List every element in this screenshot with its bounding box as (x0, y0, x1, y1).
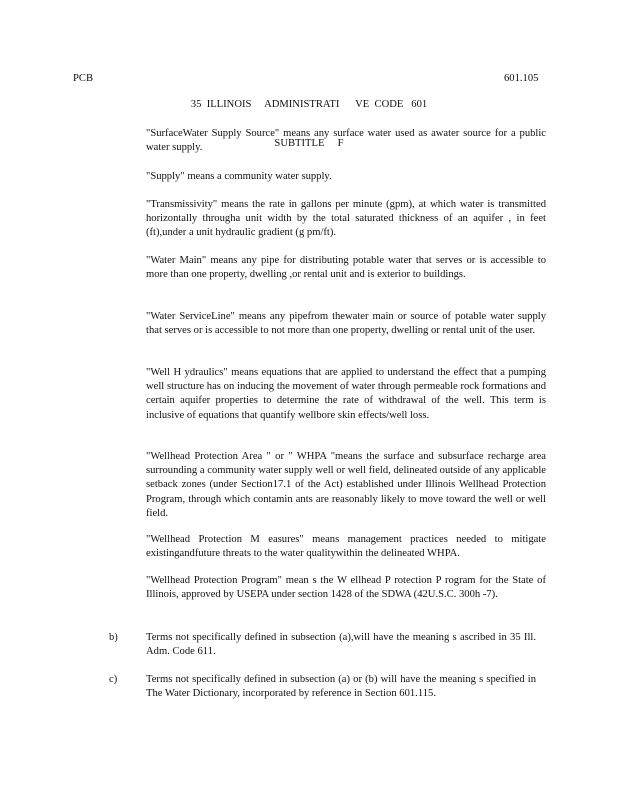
definition-surface-water-supply-source: "SurfaceWater Supply Source" means any surface water used as awater source for a public water supply. (146, 128, 546, 154)
header-agency: PCB (73, 73, 94, 84)
header-title-line2: SUBTITLE F (274, 138, 344, 149)
definition-well-hydraulics: "Well H ydraulics" means equations that are applied to understand the effect that a pumping well structure has on inducing the movement of water through permeable rock formations and certain aquifer properties to determine the rate of withdrawal of the well. This term is inclusive of equations that quantify wellbore skin effects/well loss. (146, 367, 546, 421)
definition-wellhead-protection-program: "Wellhead Protection Program" mean s the W ellhead P rotection P rogram for the State of Illinois, approved by USEPA under section 1428 of the SDWA (42U.S.C. 300h -7). (146, 575, 546, 601)
header-title-line1: 35 ILLINOIS ADMINISTRATI VE CODE 601 (190, 99, 428, 110)
definition-wellhead-protection-measures: "Wellhead Protection M easures" means management practices needed to mitigate existingandfuture threats to the water qualitywithin the delineated WHPA. (146, 534, 546, 560)
definition-wellhead-protection-area: "Wellhead Protection Area " or " WHPA "means the surface and subsurface recharge area surrounding a community water supply well or well field, delineated outside of any applicable setback zones (under Section17.1 of the Act) established under Illinois Wellhead Protection Program, through which contamin ants are reasonably likely to move toward the well or well field. (146, 451, 546, 519)
definition-water-service-line: "Water ServiceLine" means any pipefrom thewater main or source of potable water supply that serves or is accessible to not more than one property, dwelling or rental unit of the user. (146, 311, 546, 337)
definition-supply: "Supply" means a community water supply. (146, 171, 332, 182)
definition-transmissivity: "Transmissivity" means the rate in gallons per minute (gpm), at which water is transmitted horizontally througha unit width by the total saturated thickness of an aquifer , in feet (ft),under a unit hydraulic gradient (g pm/ft). (146, 199, 546, 239)
subsection-c-label: c) (109, 674, 118, 685)
subsection-c-text: Terms not specifically defined in subsection (a) or (b) will have the meaning s specified in The Water Dictionary, incorporated by reference in Section 601.115. (146, 674, 536, 700)
definition-water-main: "Water Main" means any pipe for distributing potable water that serves or is accessible to more than one property, dwelling ,or rental unit and is exterior to buildings. (146, 255, 546, 281)
subsection-b-text: Terms not specifically defined in subsection (a),will have the meaning s ascribed in 35 Ill. Adm. Code 611. (146, 632, 536, 658)
header-section-number: 601.105 (504, 73, 539, 84)
subsection-b-label: b) (109, 632, 118, 643)
